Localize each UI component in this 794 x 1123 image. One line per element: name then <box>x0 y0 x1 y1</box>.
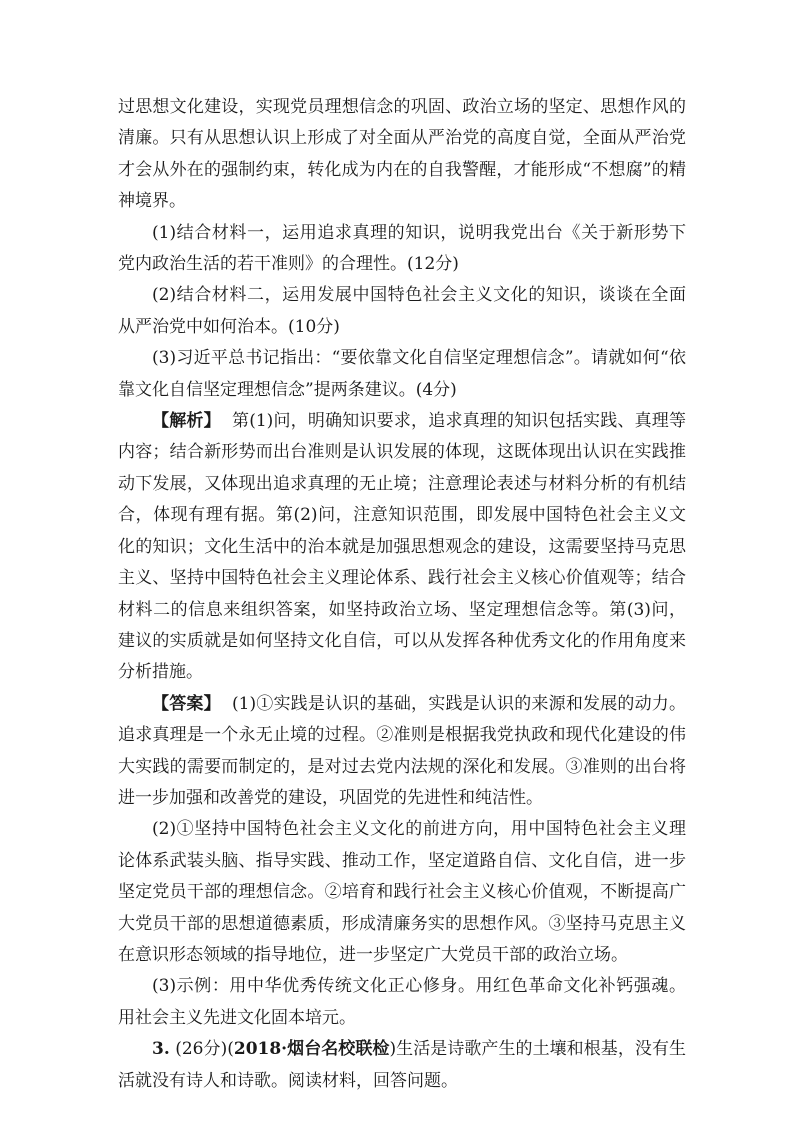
material-continuation: 过思想文化建设，实现党员理想信念的巩固、政治立场的坚定、思想作风的清廉。只有从思想认识上形成了对全面从严治党的高度自觉，全面从严治党才会从外在的强制约束，转化成为内在的自我警醒，才能形成“不想腐”的精神境界。 <box>118 97 686 212</box>
answer-1-text: (1)①实践是认识的基础，实践是认识的来源和发展的动力。追求真理是一个永无止境的过程。②准则是根据我党执政和现代化建设的伟大实践的需要而制定的，是对过去党内法规的深化和发展。③准则的出台将进一步加强和改善党的建设，巩固党的先进性和纯洁性。 <box>118 693 686 808</box>
answer-label: 【答案】 <box>152 693 221 714</box>
question-source: 2018·烟台名校联检 <box>233 1039 390 1060</box>
answer-paragraph-1 <box>118 689 686 815</box>
question-1: (1)结合材料一，运用追求真理的知识，说明我党出台《关于新形势下党内政治生活的若干准则》的合理性。(12分) <box>118 222 686 275</box>
question-3: (3)习近平总书记指出：“要依靠文化自信坚定理想信念”。请就如何“依靠文化自信坚定理想信念”提两条建议。(4分) <box>118 348 686 400</box>
answer-paragraph-3: (3)示例：用中华优秀传统文化正心修身。用红色革命文化补钙强魂。用社会主义先进文化固本培元。 <box>118 976 686 1028</box>
analysis-text: 第(1)问，明确知识要求，追求真理的知识包括实践、真理等内容；结合新形势而出台准则是认识发展的体现，这既体现出认识在实践推动下发展，又体现出追求真理的无止境；注意理论表述与材料分析的有机结合，体现有理有据。第(2)问，注意知识范围，即发展中国特色社会主义文化的知识；文化生活中的治本就是加强思想观念的建设，这需要坚持马克思主义、坚持中国特色社会主义理论体系、践行社会主义核心价值观等；结合材料二的信息来组织答案，如坚持政治立场、坚定理想信念等。第(3)问，建议的实质就是如何坚持文化自信，可以从发挥各种优秀文化的作用角度来分析措施。 <box>118 411 686 683</box>
question-3-next <box>118 1034 686 1097</box>
document-body <box>118 92 686 1097</box>
question-2: (2)结合材料二，运用发展中国特色社会主义文化的知识，谈谈在全面从严治党中如何治本。(10分) <box>118 285 686 337</box>
analysis-label: 【解析】 <box>152 411 221 432</box>
question-number: 3. <box>152 1039 170 1060</box>
analysis-paragraph <box>118 406 686 689</box>
answer-paragraph-2: (2)①坚持中国特色社会主义文化的前进方向，用中国特色社会主义理论体系武装头脑、指导实践、推动工作，坚定道路自信、文化自信，进一步坚定党员干部的理想信念。②培育和践行社会主义核心价值观，不断提高广大党员干部的思想道德素质，形成清廉务实的思想作风。③坚持马克思主义在意识形态领域的指导地位，进一步坚定广大党员干部的政治立场。 <box>118 819 686 965</box>
question-score: (26分)( <box>175 1039 234 1060</box>
question-text: )生活是诗歌产生的土壤和根基，没有生活就没有诗人和诗歌。阅读材料，回答问题。 <box>118 1039 687 1091</box>
